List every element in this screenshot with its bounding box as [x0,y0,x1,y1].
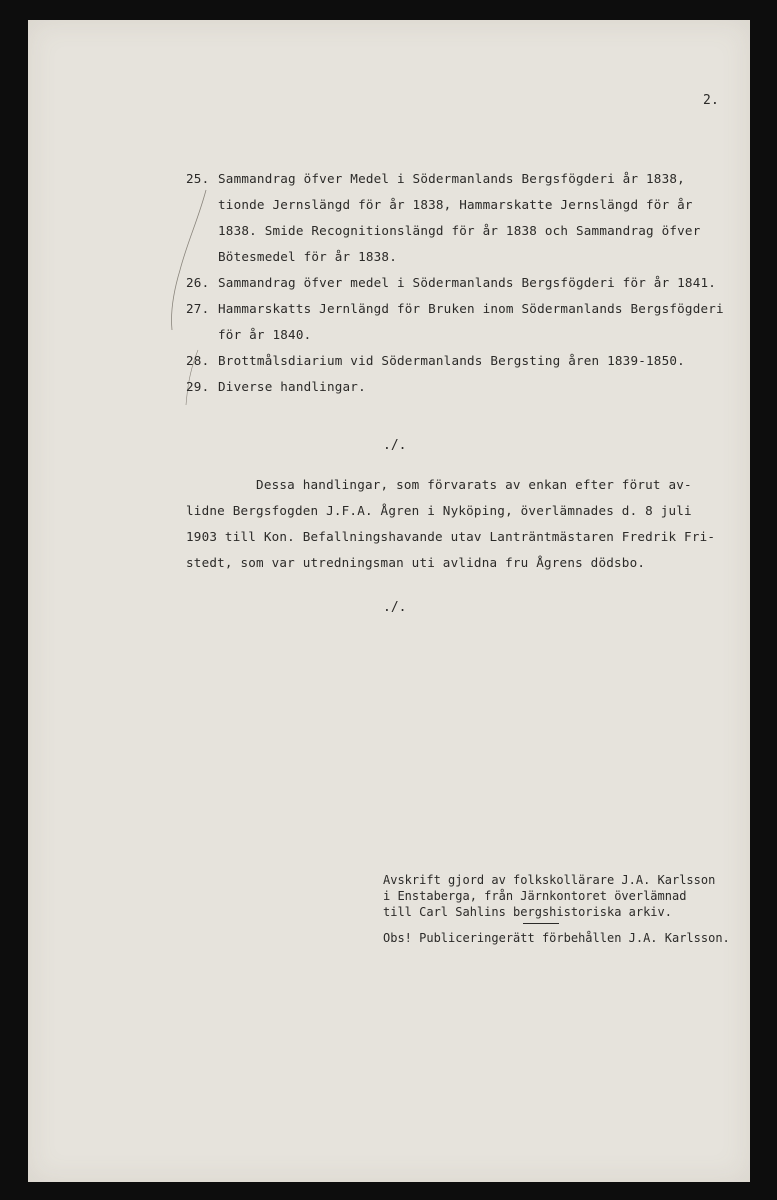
list-item [186,374,746,400]
body-paragraph [186,472,746,576]
note-divider [523,923,559,924]
separator: ./. [383,438,407,453]
note-line: till Carl Sahlins bergshistoriska arkiv. [383,905,672,919]
transcription-note [383,872,730,946]
item-number: 26. [186,275,210,290]
item-list [186,166,746,400]
item-line: Bötesmedel för år 1838. [218,249,397,264]
list-item [186,270,746,296]
separator: ./. [383,600,407,615]
paragraph-line: lidne Bergsfogden J.F.A. Ågren i Nyköping, överlämnades d. 8 juli [186,503,692,518]
item-number: 25. [186,171,210,186]
item-line: Diverse handlingar. [218,379,366,394]
list-item [186,348,746,374]
list-item [186,296,746,348]
item-number: 27. [186,301,210,316]
paragraph-line: stedt, som var utredningsman uti avlidna fru Ågrens dödsbo. [186,555,646,570]
item-line: för år 1840. [218,327,312,342]
note-obs: Obs! Publiceringerätt förbehållen J.A. Karlsson. [383,931,730,945]
item-number: 28. [186,353,210,368]
paragraph-line: 1903 till Kon. Befallningshavande utav Lanträntmästaren Fredrik Fri- [186,529,716,544]
item-line: tionde Jernslängd för år 1838, Hammarskatte Jernslängd för år [218,197,693,212]
note-line: Avskrift gjord av folkskollärare J.A. Karlsson [383,873,716,887]
item-line: Sammandrag öfver Medel i Södermanlands Bergsfögderi år 1838, [218,171,685,186]
item-number: 29. [186,379,210,394]
item-line: Brottmålsdiarium vid Södermanlands Bergsting åren 1839-1850. [218,353,685,368]
page-number: 2. [703,93,720,108]
note-line: i Enstaberga, från Järnkontoret överlämnad [383,889,687,903]
list-item [186,166,746,270]
item-line: Sammandrag öfver medel i Södermanlands Bergsfögderi för år 1841. [218,275,717,290]
document-page [28,20,750,1182]
item-line: Hammarskatts Jernlängd för Bruken inom Södermanlands Bergsfögderi [218,301,724,316]
item-line: 1838. Smide Recognitionslängd för år 1838 och Sammandrag öfver [218,223,701,238]
paragraph-line: Dessa handlingar, som förvarats av enkan efter förut av- [186,477,692,492]
